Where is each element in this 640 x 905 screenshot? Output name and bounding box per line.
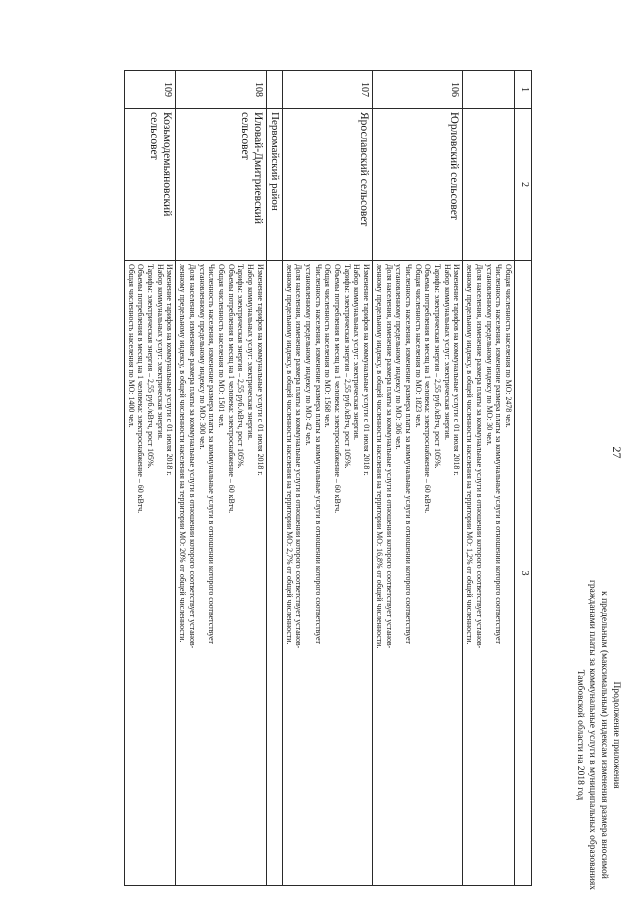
description-line: установленному предельному индексу по МО: 30 чел. — [484, 264, 494, 446]
row-description — [463, 261, 515, 886]
description-line: установленному предельному индексу по МО: 300 чел. — [197, 264, 207, 450]
column-header: 1 — [515, 71, 532, 109]
district-number-cell — [266, 71, 282, 109]
district-name: Первомайский район — [266, 109, 282, 261]
description-line: Доля населения, изменение размера платы за коммунальные услуги в отношении которого соответствует установ- — [384, 264, 394, 649]
row-description — [373, 261, 463, 886]
column-header: 3 — [515, 261, 532, 886]
description-line: Доля населения, изменение размера платы за коммунальные услуги в отношении которого соответствует установ- — [294, 264, 304, 649]
description-line: Численность населения, изменение размера платы за коммунальные услуги в отношении которого соответствует — [313, 264, 323, 644]
table-row — [463, 71, 515, 886]
description-line: Объемы потребления в месяц на 1 человека: электроснабжение – 60 кВтч. — [423, 264, 433, 514]
description-line: Численность населения, изменение размера платы за коммунальные услуги в отношении которого соответствует — [403, 264, 413, 644]
description-line: Набор коммунальных услуг: электрическая энергия. — [246, 264, 256, 440]
description-line: Изменение тарифов на коммунальные услуги с 01 июля 2018 г. — [452, 264, 462, 476]
row-number: 106 — [373, 71, 463, 109]
municipality-name — [463, 109, 515, 261]
description-line: Изменение тарифов на коммунальные услуги с 01 июля 2018 г. — [362, 264, 372, 476]
table-row — [124, 71, 176, 886]
page-number: 27 — [610, 446, 624, 459]
tariff-table — [124, 70, 532, 886]
description-line: Численность населения, изменение размера платы за коммунальные услуги в отношении которого соответствует — [207, 264, 217, 644]
description-line: Общая численность населения по МО: 1568 чел. — [323, 264, 333, 428]
row-description — [176, 261, 266, 886]
description-line: Объемы потребления в месяц на 1 человека: электроснабжение – 60 кВтч. — [136, 264, 146, 514]
description-line: Объемы потребления в месяц на 1 человека: электроснабжение – 60 кВтч. — [226, 264, 236, 514]
row-number: 108 — [176, 71, 266, 109]
description-line: Изменение тарифов на коммунальные услуги с 01 июля 2018 г. — [165, 264, 175, 476]
description-line: ленному предельному индексу, в общей численности населения на территории МО: 20% от общей численности. — [178, 264, 188, 643]
row-number: 107 — [282, 71, 372, 109]
description-line: Общая численность населения по МО: 2478 чел. — [504, 264, 513, 428]
table-row — [176, 71, 266, 886]
header-line: гражданами платы за коммунальные услуги в муниципальных образованиях — [587, 580, 597, 890]
description-line: Набор коммунальных услуг: электрическая энергия. — [155, 264, 165, 440]
description-line: Набор коммунальных услуг: электрическая энергия. — [442, 264, 452, 440]
row-number: 109 — [124, 71, 176, 109]
name-line: сельсовет — [238, 112, 251, 160]
description-line: Тарифы: электрическая энергия – 2,55 руб./кВтч, рост 105%. — [236, 264, 246, 469]
description-line: Доля населения, изменение размера платы за коммунальные услуги в отношении которого соответствует установ- — [474, 264, 484, 649]
description-line: Общая численность населения по МО: 1400 чел. — [126, 264, 136, 428]
description-line: Тарифы: электрическая энергия – 2,55 руб./кВтч, рост 105%. — [146, 264, 156, 469]
description-line: Тарифы: электрическая энергия – 2,55 руб./кВтч, рост 105%. — [342, 264, 352, 469]
municipality-name: Юрловский сельсовет — [373, 109, 463, 261]
column-header: 2 — [515, 109, 532, 261]
appendix-header — [574, 575, 622, 895]
description-line: Изменение тарифов на коммунальные услуги с 01 июля 2018 г. — [255, 264, 265, 476]
district-description-cell — [266, 261, 282, 886]
description-line: ленному предельному индексу, в общей численности населения на территории МО: 1,2% от общей численности. — [465, 264, 475, 645]
description-line: Тарифы: электрическая энергия – 2,55 руб./кВтч, рост 105%. — [433, 264, 443, 469]
description-line: ленному предельному индексу, в общей численности населения на территории МО: 2,7% от общей численности. — [284, 264, 294, 645]
description-line: Набор коммунальных услуг: электрическая энергия. — [352, 264, 362, 440]
municipality-name — [176, 109, 266, 261]
description-line: Численность населения, изменение размера платы за коммунальные услуги в отношении которого соответствует — [494, 264, 504, 644]
table-row — [282, 71, 372, 886]
description-line: Доля населения, изменение размера платы за коммунальные услуги в отношении которого соответствует установ- — [187, 264, 197, 649]
district-row — [266, 71, 282, 886]
header-line: Продолжение приложения — [611, 681, 621, 789]
row-description — [124, 261, 176, 886]
row-description — [282, 261, 372, 886]
table-row — [373, 71, 463, 886]
name-line: Козьмодемьяновский — [161, 112, 174, 217]
row-number — [463, 71, 515, 109]
header-line: к предельным (максимальным) индексам изменения размера вносимой — [599, 591, 609, 879]
name-line: сельсовет — [148, 112, 161, 160]
description-line: установленному предельному индексу по МО: 42 чел. — [303, 264, 313, 446]
description-line: установленному предельному индексу по МО: 306 чел. — [394, 264, 404, 450]
description-line: ленному предельному индексу, в общей численности населения на территории МО: 16,8% от общей численности. — [374, 264, 384, 649]
municipality-name: Ярославский сельсовет — [282, 109, 372, 261]
description-line: Объемы потребления в месяц на 1 человека: электроснабжение – 60 кВтч. — [333, 264, 343, 514]
description-line: Общая численность населения по МО: 1501 чел. — [217, 264, 227, 428]
name-line: Иловай-Дмитриевский — [251, 112, 264, 224]
header-line: Тамбовской области на 2018 год — [575, 669, 585, 801]
municipality-name — [124, 109, 176, 261]
description-line: Общая численность населения по МО: 1823 чел. — [413, 264, 423, 428]
table-header-row — [515, 71, 532, 886]
